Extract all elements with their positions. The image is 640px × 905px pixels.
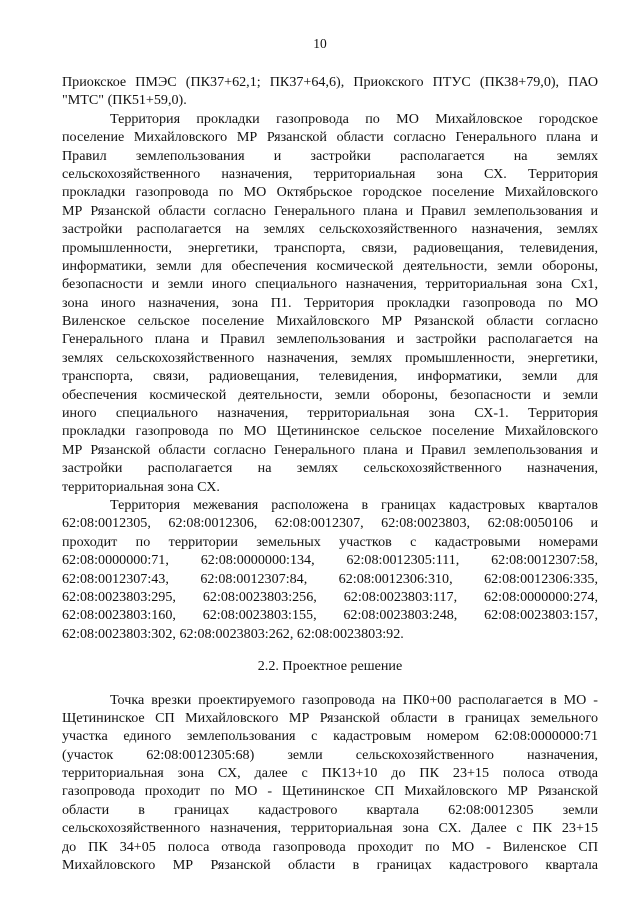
text-line: 62:08:0012307:43, 62:08:0012307:84, 62:08:0012306:310, 62:08:0012306:335, bbox=[62, 570, 598, 587]
text-line: 62:08:0023803:160, 62:08:0023803:155, 62:08:0023803:248, 62:08:0023803:157, bbox=[62, 607, 598, 624]
paragraph-tie-in-point bbox=[62, 691, 598, 875]
text-line: 62:08:0012305, 62:08:0012306, 62:08:0012307, 62:08:0023803, 62:08:0050106 и bbox=[62, 515, 598, 532]
text-line: Генерального плана и Правил землепользования и застройки располагается на bbox=[62, 331, 598, 348]
text-line: прокладки газопровода по МО Щетининское сельское поселение Михайловского bbox=[62, 423, 598, 440]
text-line: МР Рязанской области согласно Генерального плана и Правил землепользования и bbox=[62, 202, 598, 219]
text-line: информатики, земли для обеспечения космической деятельности, земли обороны, bbox=[62, 257, 598, 274]
paragraph-cadastral-numbers bbox=[62, 496, 598, 643]
text-line: безопасности и земли иного специального назначения, территориальная зона Сх1, bbox=[62, 276, 598, 293]
text-line: проходит по территории земельных участков с кадастровыми номерами bbox=[62, 533, 598, 550]
text-line: 62:08:0000000:71, 62:08:0000000:134, 62:08:0012305:111, 62:08:0012307:58, bbox=[62, 552, 598, 569]
text-line: прокладки газопровода по МО Октябрьское городское поселение Михайловского bbox=[62, 184, 598, 201]
paragraph-territory-zones bbox=[62, 110, 598, 496]
text-line: до ПК 34+05 полоса отвода газопровода проходит по МО - Виленское СП bbox=[62, 838, 598, 855]
text-line: застройки располагается на землях сельскохозяйственного назначения, землях bbox=[62, 221, 598, 238]
text-line: МР Рязанской области согласно Генерального плана и Правил землепользования и bbox=[62, 441, 598, 458]
text-line: сельскохозяйственного назначения, территориальная зона СХ. Далее с ПК 23+15 bbox=[62, 820, 598, 837]
text-line: участка единого землепользования с кадастровым номером 62:08:0000000:71 bbox=[62, 728, 598, 745]
document-body bbox=[62, 73, 598, 874]
text-line: Территория межевания расположена в границах кадастровых кварталов bbox=[110, 496, 598, 513]
text-line: Территория прокладки газопровода по МО Михайловское городское bbox=[110, 110, 598, 127]
text-line: поселение Михайловского МР Рязанской области согласно Генерального плана и bbox=[62, 129, 598, 146]
text-line: (участок 62:08:0012305:68) земли сельскохозяйственного назначения, bbox=[62, 746, 598, 763]
section-heading: 2.2. Проектное решение bbox=[257, 658, 403, 675]
text-line: Виленское сельское поселение Михайловского МР Рязанской области согласно bbox=[62, 313, 598, 330]
text-line: сельскохозяйственного назначения, территориальная зона СХ. Территория bbox=[62, 165, 598, 182]
page-number: 10 bbox=[313, 36, 327, 51]
paragraph-utilities-continuation bbox=[62, 73, 598, 110]
text-line: "МТС" (ПК51+59,0). bbox=[62, 92, 187, 109]
text-line: транспорта, связи, радиовещания, телевидения, информатики, земли для bbox=[62, 368, 598, 385]
text-line: области в границах кадастрового квартала 62:08:0012305 земли bbox=[62, 801, 598, 818]
text-line: иного специального назначения, территориальная зона СХ-1. Территория bbox=[62, 405, 598, 422]
text-line: Михайловского МР Рязанской области в границах кадастрового квартала bbox=[62, 857, 598, 874]
text-line: Точка врезки проектируемого газопровода на ПК0+00 располагается в МО - bbox=[110, 691, 598, 708]
text-line: территориальная зона СХ. bbox=[62, 478, 220, 495]
text-line: газопровода проходит по МО - Щетининское СП Михайловского МР Рязанской bbox=[62, 783, 598, 800]
text-line: 62:08:0023803:302, 62:08:0023803:262, 62:08:0023803:92. bbox=[62, 625, 404, 642]
text-line: землях сельскохозяйственного назначения, землях промышленности, энергетики, bbox=[62, 349, 598, 366]
text-line: обеспечения космической деятельности, земли обороны, безопасности и земли bbox=[62, 386, 598, 403]
text-line: Щетининское СП Михайловского МР Рязанской области в границах земельного bbox=[62, 709, 598, 726]
text-line: промышленности, энергетики, транспорта, связи, радиовещания, телевидения, bbox=[62, 239, 598, 256]
text-line: 62:08:0023803:295, 62:08:0023803:256, 62:08:0023803:117, 62:08:0000000:274, bbox=[62, 588, 598, 605]
text-line: Приокское ПМЭС (ПК37+62,1; ПК37+64,6), Приокского ПТУС (ПК38+79,0), ПАО bbox=[62, 74, 598, 90]
text-line: Правил землепользования и застройки располагается на землях bbox=[62, 147, 598, 164]
text-line: застройки располагается на землях сельскохозяйственного назначения, bbox=[62, 460, 598, 477]
text-line: зона иного назначения, зона П1. Территория прокладки газопровода по МО bbox=[62, 294, 598, 311]
text-line: территориальная зона СХ, далее с ПК13+10 до ПК 23+15 полоса отвода bbox=[62, 765, 598, 782]
